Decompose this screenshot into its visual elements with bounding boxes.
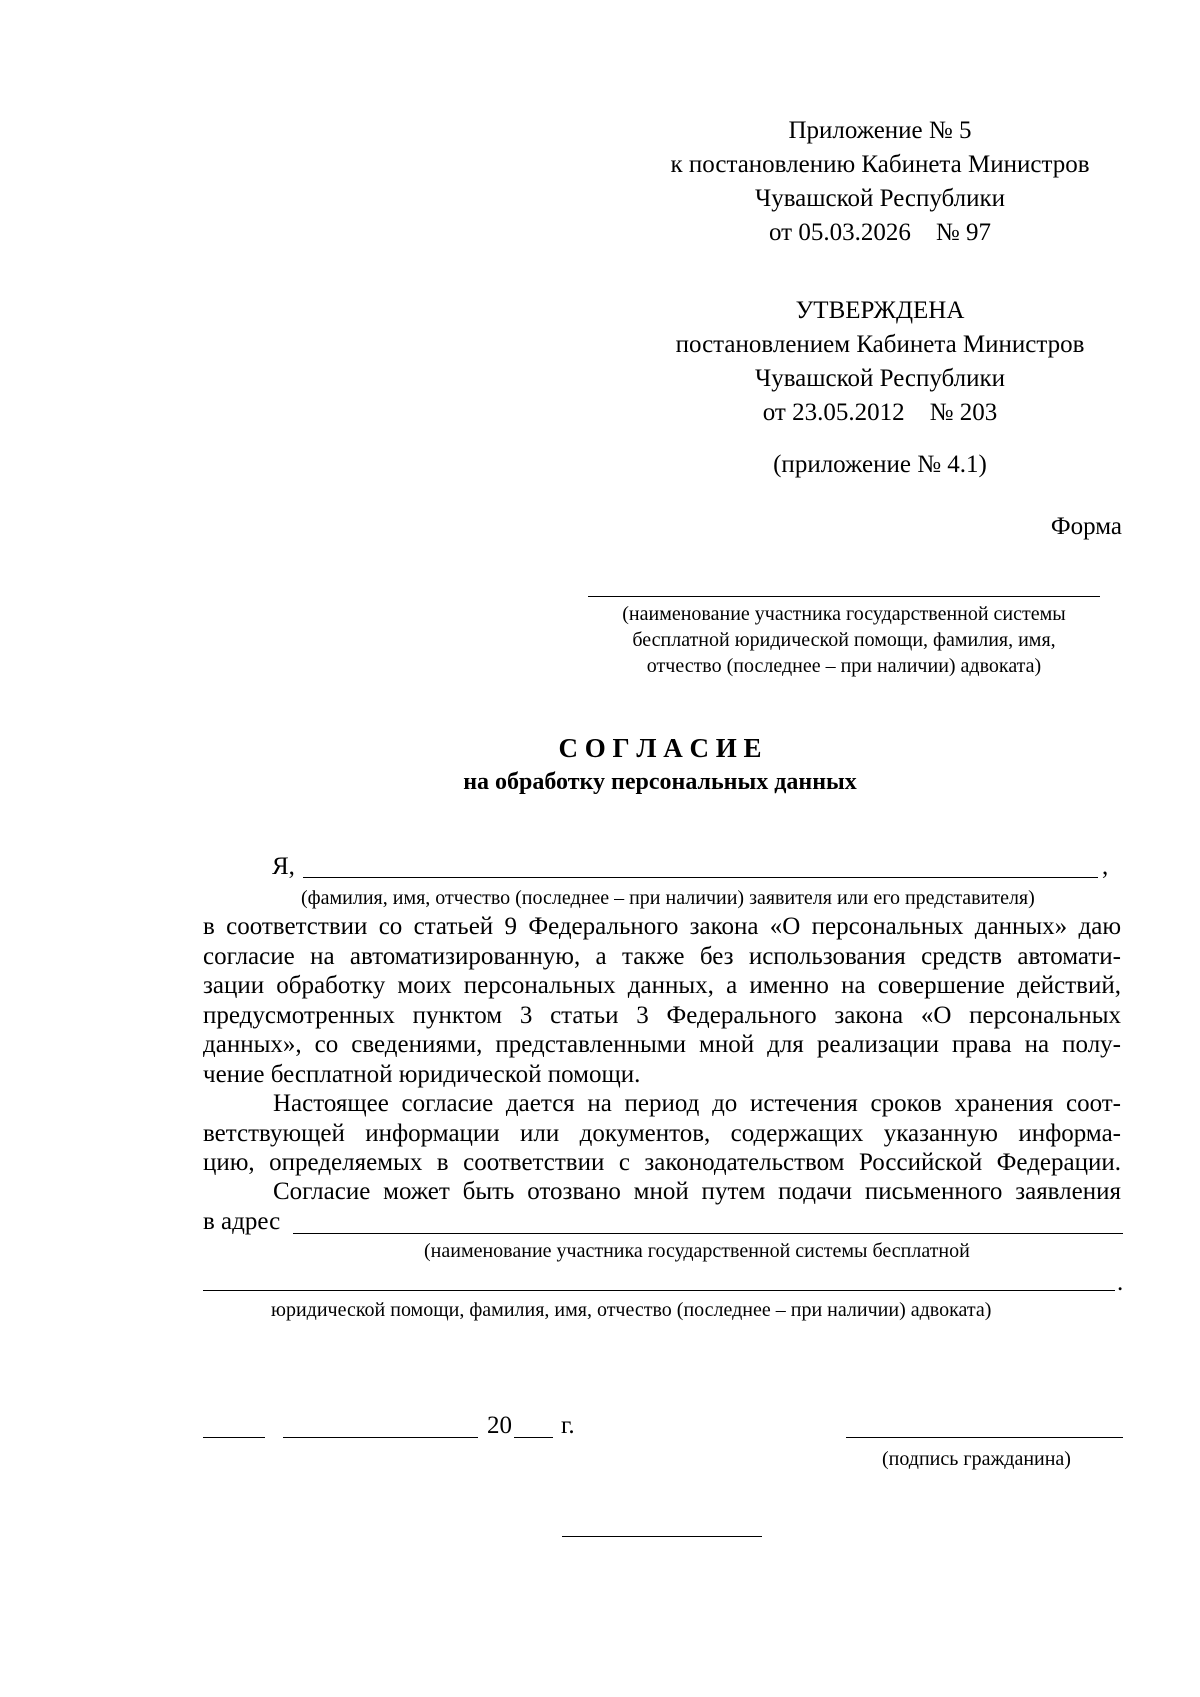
appendix-date: от 05.03.2026 № 97 — [769, 219, 991, 246]
approved-label: УТВЕРЖДЕНА — [795, 297, 965, 324]
document-subtitle: на обработку персональных данных — [463, 769, 857, 795]
paragraph-1-line: предусмотренных пунктом 3 статьи 3 Федерального закона «О персональных — [203, 1001, 1121, 1029]
date-year-prefix: 20 — [487, 1412, 512, 1439]
addressee-caption-line2: бесплатной юридической помощи, фамилия, имя, — [632, 629, 1056, 651]
document-title: С О Г Л А С И Е — [558, 733, 762, 763]
address-line — [293, 1233, 1123, 1234]
addressee-line — [588, 596, 1100, 597]
paragraph-1-line: данных», со сведениями, представленными мной для реализации права на полу- — [203, 1031, 1121, 1058]
appendix-decree: к постановлению Кабинета Министров — [670, 151, 1090, 178]
date-month-line — [283, 1437, 478, 1438]
approved-appendix-ref: (приложение № 4.1) — [773, 451, 987, 478]
approved-republic: Чувашской Республики — [754, 365, 1006, 392]
consent-paragraph-1 — [203, 912, 1121, 1089]
address-caption-line2: юридической помощи, фамилия, имя, отчество (последнее – при наличии) адвоката) — [271, 1299, 992, 1321]
appendix-header — [630, 114, 1130, 250]
date-day-line — [203, 1437, 265, 1438]
addressee-caption-line1: (наименование участника государственной системы — [622, 603, 1066, 625]
address-line-2 — [203, 1290, 1115, 1291]
address-end-dot: . — [1117, 1269, 1124, 1296]
paragraph-1-line: согласие на автоматизированную, а также без использования средств автомати- — [203, 942, 1121, 970]
approved-decree: постановлением Кабинета Министров — [675, 331, 1085, 358]
address-caption-line1: (наименование участника государственной системы бесплатной — [424, 1240, 970, 1262]
approved-date: от 23.05.2012 № 203 — [762, 399, 998, 426]
applicant-prefix: Я, — [272, 853, 295, 880]
paragraph-2-line: ветствующей информации или документов, содержащих указанную информа- — [203, 1119, 1121, 1147]
paragraph-1-line: в соответствии со статьей 9 Федерального закона «О персональных данных» даю — [203, 913, 1121, 940]
paragraph-1-line: зации обработку моих персональных данных, а именно на совершение действий, — [203, 972, 1121, 999]
applicant-caption: (фамилия, имя, отчество (последнее – при наличии) заявителя или его представителя) — [301, 887, 1035, 909]
signature-line — [846, 1437, 1123, 1438]
date-year-suffix: г. — [561, 1412, 575, 1439]
applicant-name-line — [303, 877, 1098, 878]
paragraph-2-line: Настоящее согласие дается на период до истечения сроков хранения соот- — [273, 1090, 1121, 1117]
paragraph-3-line: Согласие может быть отозвано мной путем подачи письменного заявления — [273, 1178, 1121, 1205]
bottom-separator — [562, 1536, 762, 1537]
address-prefix: в адрес — [203, 1208, 281, 1235]
paragraph-1-line: чение бесплатной юридической помощи. — [203, 1060, 641, 1088]
paragraph-2-line: цию, определяемых в соответствии с законодательством Российской Федерации. — [203, 1149, 1121, 1176]
addressee-caption — [588, 601, 1100, 679]
form-label: Форма — [1050, 513, 1122, 540]
addressee-caption-line3: отчество (последнее – при наличии) адвоката) — [646, 655, 1042, 677]
consent-paragraph-3 — [203, 1177, 1121, 1207]
applicant-suffix: , — [1102, 853, 1109, 880]
appendix-republic: Чувашской Республики — [754, 185, 1006, 212]
date-year-line — [514, 1437, 553, 1438]
signature-caption: (подпись гражданина) — [882, 1448, 1071, 1470]
approved-header — [630, 294, 1130, 430]
appendix-number: Приложение № 5 — [788, 117, 972, 144]
consent-paragraph-2 — [203, 1089, 1121, 1178]
